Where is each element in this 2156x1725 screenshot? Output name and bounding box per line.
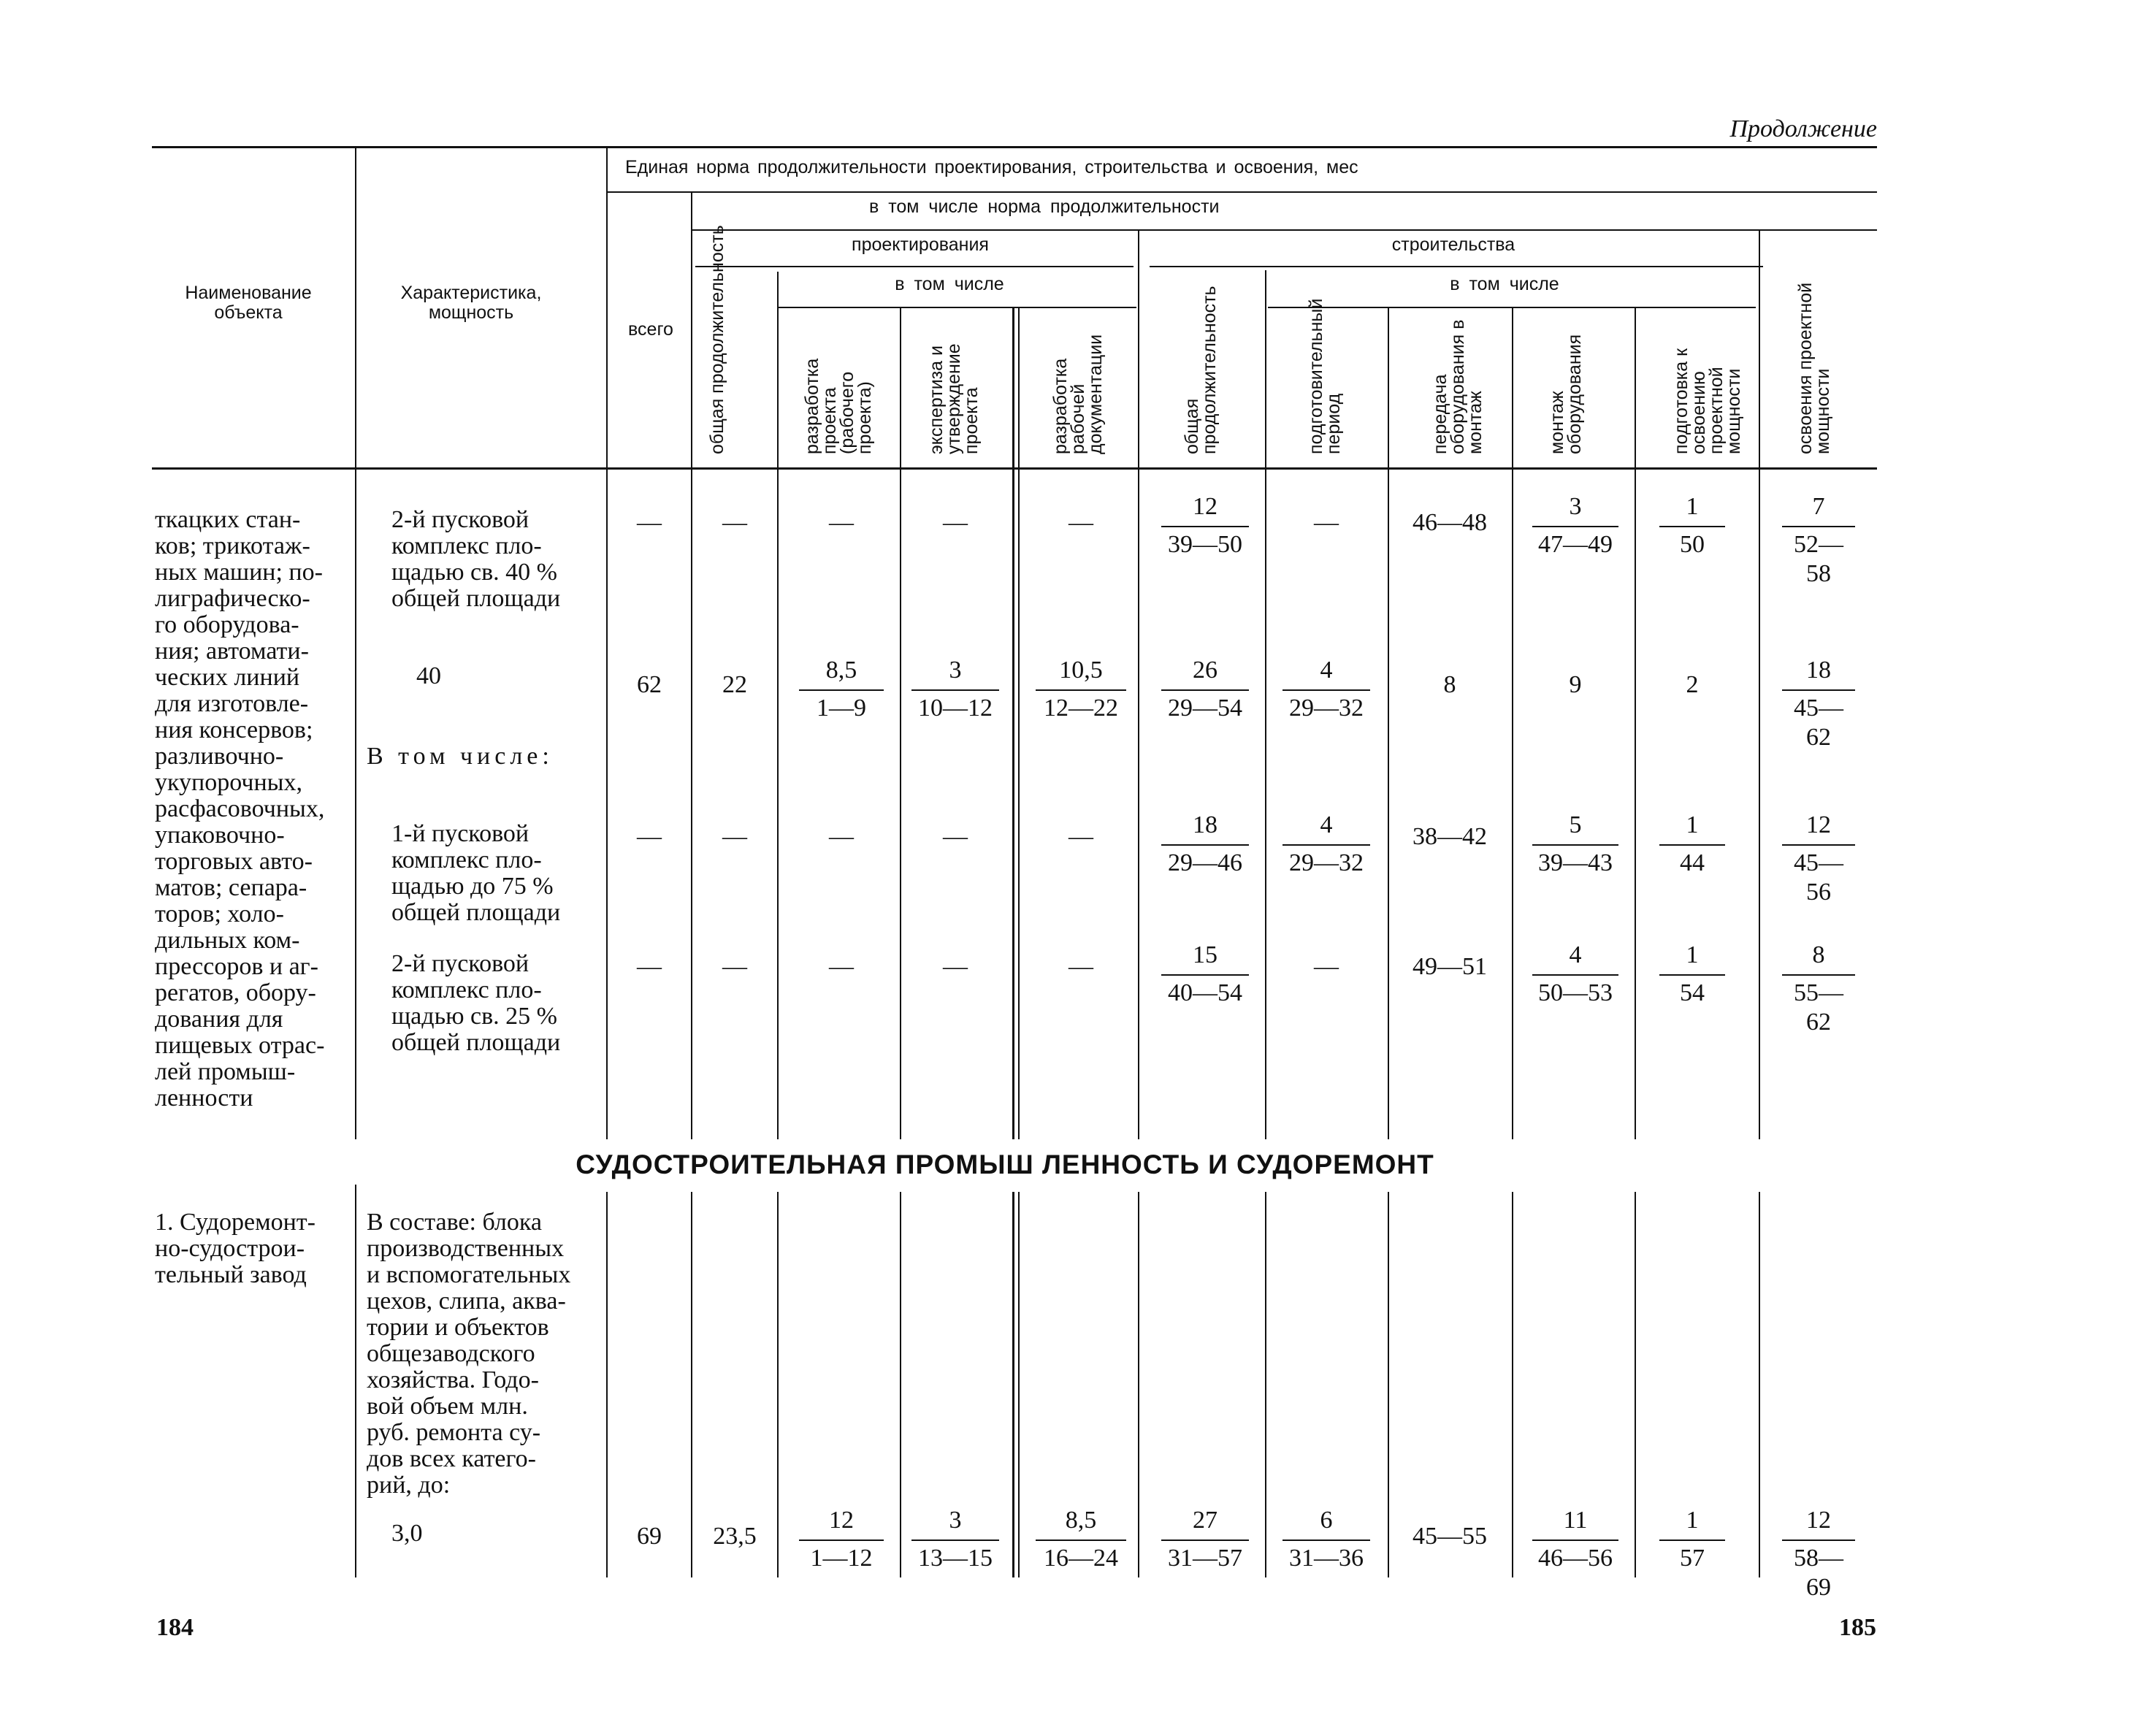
text-line: 1-й пусковой (391, 820, 530, 847)
fraction-c-total (1161, 811, 1249, 878)
page-number-right: 185 (1839, 1614, 1876, 1641)
fraction-months: 52—58 (1794, 531, 1843, 587)
header-characteristic: Характеристика, мощность (400, 283, 542, 323)
col-line-8 (1265, 270, 1266, 1139)
header-design-exp: экспертиза и утверждение проекта (926, 343, 982, 454)
fraction-mastering (1782, 941, 1855, 1037)
s2-col-line-3 (691, 1192, 692, 1577)
header-design-dev: разработка проекта (рабочего проекта) (802, 358, 875, 454)
col-line-2 (606, 146, 608, 1139)
fraction-bar (1161, 974, 1249, 976)
fraction-duration: 8,5 (1065, 1507, 1097, 1534)
fraction-months: 31—36 (1289, 1545, 1364, 1572)
fraction-bar (1161, 844, 1249, 846)
text-line: расфасовочных, (155, 795, 325, 822)
fraction-duration: 8,5 (825, 657, 857, 684)
text-line: 2-й пусковой (391, 950, 530, 977)
fraction-c-mount (1532, 941, 1618, 1008)
fraction-months: 1—9 (817, 695, 866, 722)
header-constr-total: общая продолжительность (1182, 286, 1220, 454)
fraction-c-ready (1659, 1506, 1725, 1573)
fraction-duration: 12 (1806, 1507, 1831, 1534)
cell-c-transfer: 45—55 (1413, 1523, 1487, 1550)
cell-c-transfer: 46—48 (1413, 509, 1487, 536)
fraction-c-ready (1659, 492, 1725, 559)
text-line: комплекс пло- (391, 976, 542, 1003)
header-total: всего (628, 319, 673, 340)
s1-row1-char (391, 507, 593, 612)
cell-total: 62 (637, 671, 662, 698)
text-line: ния консервов; (155, 716, 313, 743)
text-line: и вспомогательных (367, 1261, 571, 1288)
section2-name (155, 1209, 346, 1288)
cell-total: — (637, 823, 662, 850)
s2-col-line-9 (1388, 1192, 1389, 1577)
fraction-bar (911, 1540, 999, 1541)
fraction-mastering (1782, 656, 1855, 752)
s2-col-line-12 (1759, 1192, 1760, 1577)
fraction-duration: 12 (1193, 493, 1217, 520)
text-line: ния; автомати- (155, 638, 309, 665)
fraction-bar (1782, 844, 1855, 846)
fraction-duration: 10,5 (1059, 657, 1103, 684)
text-line: торговых авто- (155, 848, 313, 875)
col-line-10 (1512, 307, 1513, 1139)
s1-row4-char (391, 821, 593, 926)
fraction-duration: 15 (1193, 941, 1217, 968)
header-rule-3 (695, 266, 1134, 267)
text-line: тории и объектов (367, 1314, 549, 1341)
fraction-duration: 1 (1686, 1507, 1699, 1534)
cell-d-total: — (722, 823, 747, 850)
fraction-c-total (1161, 492, 1249, 559)
s2-col-line-11 (1635, 1192, 1636, 1577)
header-constr-mount: монтаж оборудования (1547, 334, 1585, 454)
fraction-d-work (1036, 1506, 1126, 1573)
text-line: пищевых отрас- (155, 1032, 325, 1059)
fraction-mastering (1782, 492, 1855, 589)
fraction-months: 46—56 (1538, 1545, 1613, 1572)
fraction-duration: 12 (1806, 811, 1831, 838)
fraction-c-prep (1282, 811, 1370, 878)
cell-c-transfer: 38—42 (1413, 823, 1487, 850)
s2-col-line-2 (606, 1192, 608, 1577)
fraction-c-ready (1659, 811, 1725, 878)
header-rule-3b (1150, 266, 1763, 267)
fraction-bar (1161, 526, 1249, 527)
cell-total: 69 (637, 1523, 662, 1550)
header-mastering: освоения проектной мощности (1795, 282, 1833, 454)
text-line: В составе: блока (367, 1209, 542, 1236)
header-incl-construction: в том числе (1450, 274, 1559, 294)
cell-d-dev: — (829, 509, 854, 536)
fraction-bar (1532, 1540, 1618, 1541)
text-line: В том числе: (367, 743, 554, 770)
fraction-duration: 4 (1569, 941, 1582, 968)
fraction-c-total (1161, 656, 1249, 723)
text-line: тельный завод (155, 1261, 307, 1288)
cell-c-prep: — (1314, 953, 1339, 980)
text-line: хозяйства. Годо- (367, 1366, 539, 1393)
fraction-duration: 3 (949, 1507, 962, 1534)
header-rule-2 (692, 229, 1877, 231)
fraction-d-dev (799, 1506, 884, 1573)
header-constr-ready: подготовка к освоению проектной мощности (1671, 348, 1744, 454)
fraction-months: 45—62 (1794, 695, 1843, 751)
text-line: разливочно- (155, 743, 284, 770)
fraction-months: 50 (1680, 531, 1705, 558)
text-line: ных машин; по- (155, 559, 323, 586)
cell-c-ready: 2 (1686, 671, 1699, 698)
header-constr-prep: подготовительный период (1306, 298, 1344, 454)
text-line: ткацких стан- (155, 506, 301, 533)
cell-c-mount: 9 (1569, 671, 1582, 698)
cell-c-transfer: 49—51 (1413, 953, 1487, 980)
text-line: общезаводского (367, 1340, 535, 1367)
fraction-months: 39—50 (1168, 531, 1242, 558)
fraction-mastering (1782, 811, 1855, 907)
col-line-7 (1138, 229, 1139, 1139)
text-line: рий, до: (367, 1472, 451, 1499)
cell-d-total: — (722, 953, 747, 980)
fraction-c-mount (1532, 811, 1618, 878)
text-line: го оборудова- (155, 611, 299, 638)
cell-total: — (637, 509, 662, 536)
fraction-c-total (1161, 1506, 1249, 1573)
col-line-1 (355, 146, 356, 1139)
section2-char (367, 1209, 602, 1499)
s2-col-line-7 (1138, 1192, 1139, 1577)
text-line: щадью св. 40 % (391, 559, 557, 586)
fraction-months: 29—46 (1168, 849, 1242, 876)
fraction-months: 1—12 (810, 1545, 873, 1572)
fraction-months: 50—53 (1538, 979, 1613, 1006)
s1-row5-char (391, 951, 593, 1056)
cell-d-total: 23,5 (713, 1523, 757, 1550)
fraction-bar (1659, 974, 1725, 976)
fraction-bar (1782, 526, 1855, 527)
cell-d-total: 22 (722, 671, 747, 698)
s1-row3-char (367, 743, 586, 770)
fraction-bar (1532, 974, 1618, 976)
text-line: вой объем млн. (367, 1393, 528, 1420)
header-design-total: общая продолжительность (707, 225, 727, 454)
text-line: торов; холо- (155, 900, 284, 927)
text-line: 1. Судоремонт- (155, 1209, 316, 1236)
fraction-d-exp (911, 656, 999, 723)
text-line: прессоров и аг- (155, 953, 318, 980)
col-line-12 (1759, 229, 1760, 1139)
fraction-bar (1161, 1540, 1249, 1541)
fraction-duration: 4 (1320, 811, 1333, 838)
fraction-c-ready (1659, 941, 1725, 1008)
fraction-duration: 5 (1569, 811, 1582, 838)
text-line: дования для (155, 1006, 283, 1033)
fraction-bar (1659, 526, 1725, 527)
fraction-duration: 3 (1569, 493, 1582, 520)
fraction-months: 29—54 (1168, 695, 1242, 722)
col-line-3 (691, 191, 692, 1139)
col-line-6 (1012, 307, 1014, 1139)
fraction-bar (1659, 1540, 1725, 1541)
cell-c-transfer: 8 (1443, 671, 1456, 698)
fraction-bar (799, 1540, 884, 1541)
cell-d-dev: — (829, 823, 854, 850)
cell-d-exp: — (943, 953, 968, 980)
col-line-5 (900, 307, 901, 1139)
fraction-d-work (1036, 656, 1126, 723)
s2-col-line-4 (777, 1192, 779, 1577)
s2-col-line-5 (900, 1192, 901, 1577)
s2-col-line-1 (355, 1185, 356, 1577)
fraction-bar (1282, 844, 1370, 846)
text-line: производственных (367, 1235, 565, 1262)
col-line-11 (1635, 307, 1636, 1139)
fraction-c-mount (1532, 492, 1618, 559)
text-line: ческих линий (155, 664, 300, 691)
text-line: регатов, обору- (155, 979, 316, 1006)
fraction-bar (1782, 1540, 1855, 1541)
text-line: комплекс пло- (391, 846, 542, 873)
fraction-bar (1036, 689, 1126, 691)
cell-total: — (637, 953, 662, 980)
text-line: лиграфическо- (155, 585, 310, 612)
fraction-duration: 8 (1812, 941, 1825, 968)
text-line: общей площади (391, 585, 561, 612)
fraction-months: 54 (1680, 979, 1705, 1006)
fraction-duration: 12 (829, 1507, 854, 1534)
fraction-months: 10—12 (918, 695, 993, 722)
text-line: для изготовле- (155, 690, 309, 717)
fraction-duration: 27 (1193, 1507, 1217, 1534)
cell-d-work: — (1069, 823, 1093, 850)
fraction-bar (1782, 689, 1855, 691)
s2-row-char: 3,0 (391, 1520, 423, 1547)
col-line-6b (1018, 307, 1020, 1139)
fraction-bar (799, 689, 884, 691)
text-line: лей промыш- (155, 1058, 296, 1085)
text-line: общей площади (391, 1029, 561, 1056)
fraction-duration: 3 (949, 657, 962, 684)
fraction-c-total (1161, 941, 1249, 1008)
fraction-bar (1282, 1540, 1370, 1541)
fraction-duration: 11 (1563, 1507, 1588, 1534)
header-incl-design: в том числе (895, 274, 1004, 294)
s2-col-line-8 (1265, 1192, 1266, 1577)
fraction-months: 13—15 (918, 1545, 993, 1572)
col-line-4 (777, 272, 779, 1139)
fraction-months: 45—56 (1794, 849, 1843, 906)
fraction-bar (911, 689, 999, 691)
text-line: 40 (416, 662, 441, 689)
fraction-duration: 18 (1806, 657, 1831, 684)
text-line: но-судострои- (155, 1235, 305, 1262)
text-line: дов всех катего- (367, 1445, 536, 1472)
s2-col-line-10 (1512, 1192, 1513, 1577)
cell-d-exp: — (943, 509, 968, 536)
fraction-duration: 6 (1320, 1507, 1333, 1534)
fraction-months: 57 (1680, 1545, 1705, 1572)
fraction-duration: 26 (1193, 657, 1217, 684)
col-line-9 (1388, 307, 1389, 1139)
fraction-d-exp (911, 1506, 999, 1573)
page-number-left: 184 (156, 1614, 194, 1641)
text-line: щадью до 75 % (391, 873, 554, 900)
text-line: укупорочных, (155, 769, 302, 796)
cell-d-dev: — (829, 953, 854, 980)
fraction-months: 40—54 (1168, 979, 1242, 1006)
header-constr-transfer: передача оборудования в монтаж (1430, 319, 1486, 454)
fraction-months: 16—24 (1044, 1545, 1118, 1572)
header-incl-norm: в том числе норма продолжительности (869, 196, 1220, 217)
text-line: упаковочно- (155, 822, 285, 849)
header-rule-1 (608, 191, 1877, 193)
header-design-work: разработка рабочей документации (1050, 334, 1106, 454)
s2-col-line-6b (1018, 1192, 1020, 1577)
header-bottom-rule (152, 467, 1877, 470)
text-line: общей площади (391, 899, 561, 926)
text-line: щадью св. 25 % (391, 1003, 557, 1030)
section2-title: СУДОСТРОИТЕЛЬНАЯ ПРОМЫШ ЛЕННОСТЬ И СУДОРЕМОНТ (576, 1150, 1434, 1179)
cell-d-work: — (1069, 509, 1093, 536)
fraction-bar (1659, 844, 1725, 846)
fraction-months: 12—22 (1044, 695, 1118, 722)
cell-c-prep: — (1314, 509, 1339, 536)
fraction-months: 31—57 (1168, 1545, 1242, 1572)
cell-d-exp: — (943, 823, 968, 850)
continuation-label: Продолжение (1729, 115, 1877, 142)
fraction-duration: 4 (1320, 657, 1333, 684)
text-line: ков; трикотаж- (155, 532, 310, 559)
table-top-rule (152, 146, 1877, 148)
fraction-months: 39—43 (1538, 849, 1613, 876)
header-unified-norm: Единая норма продолжительности проектирования, строительства и освоения, мес (625, 157, 1358, 177)
fraction-months: 29—32 (1289, 695, 1364, 722)
fraction-duration: 1 (1686, 493, 1699, 520)
fraction-duration: 7 (1812, 493, 1825, 520)
fraction-bar (1282, 689, 1370, 691)
text-line: 2-й пусковой (391, 506, 530, 533)
text-line: матов; сепара- (155, 874, 307, 901)
header-design: проектирования (852, 234, 989, 255)
fraction-bar (1036, 1540, 1126, 1541)
fraction-duration: 18 (1193, 811, 1217, 838)
fraction-months: 58—69 (1794, 1545, 1843, 1601)
text-line: дильных ком- (155, 927, 300, 954)
text-line: комплекс пло- (391, 532, 542, 559)
text-line: руб. ремонта су- (367, 1419, 541, 1446)
fraction-duration: 1 (1686, 811, 1699, 838)
header-construction: строительства (1391, 234, 1515, 255)
fraction-c-prep (1282, 1506, 1370, 1573)
fraction-c-prep (1282, 656, 1370, 723)
cell-d-work: — (1069, 953, 1093, 980)
text-line: ленности (155, 1085, 253, 1112)
s2-col-line-6 (1012, 1192, 1014, 1577)
fraction-months: 55—62 (1794, 979, 1843, 1036)
fraction-duration: 1 (1686, 941, 1699, 968)
fraction-bar (1532, 844, 1618, 846)
fraction-bar (1161, 689, 1249, 691)
fraction-months: 47—49 (1538, 531, 1613, 558)
fraction-mastering (1782, 1506, 1855, 1602)
text-line: цехов, слипа, аква- (367, 1288, 566, 1315)
cell-d-total: — (722, 509, 747, 536)
section1-name (155, 507, 346, 1112)
fraction-months: 44 (1680, 849, 1705, 876)
fraction-d-dev (799, 656, 884, 723)
fraction-c-mount (1532, 1506, 1618, 1573)
fraction-months: 29—32 (1289, 849, 1364, 876)
header-name: Наименование объекта (185, 283, 312, 323)
fraction-bar (1532, 526, 1618, 527)
s1-row2-char (416, 663, 562, 689)
fraction-bar (1782, 974, 1855, 976)
